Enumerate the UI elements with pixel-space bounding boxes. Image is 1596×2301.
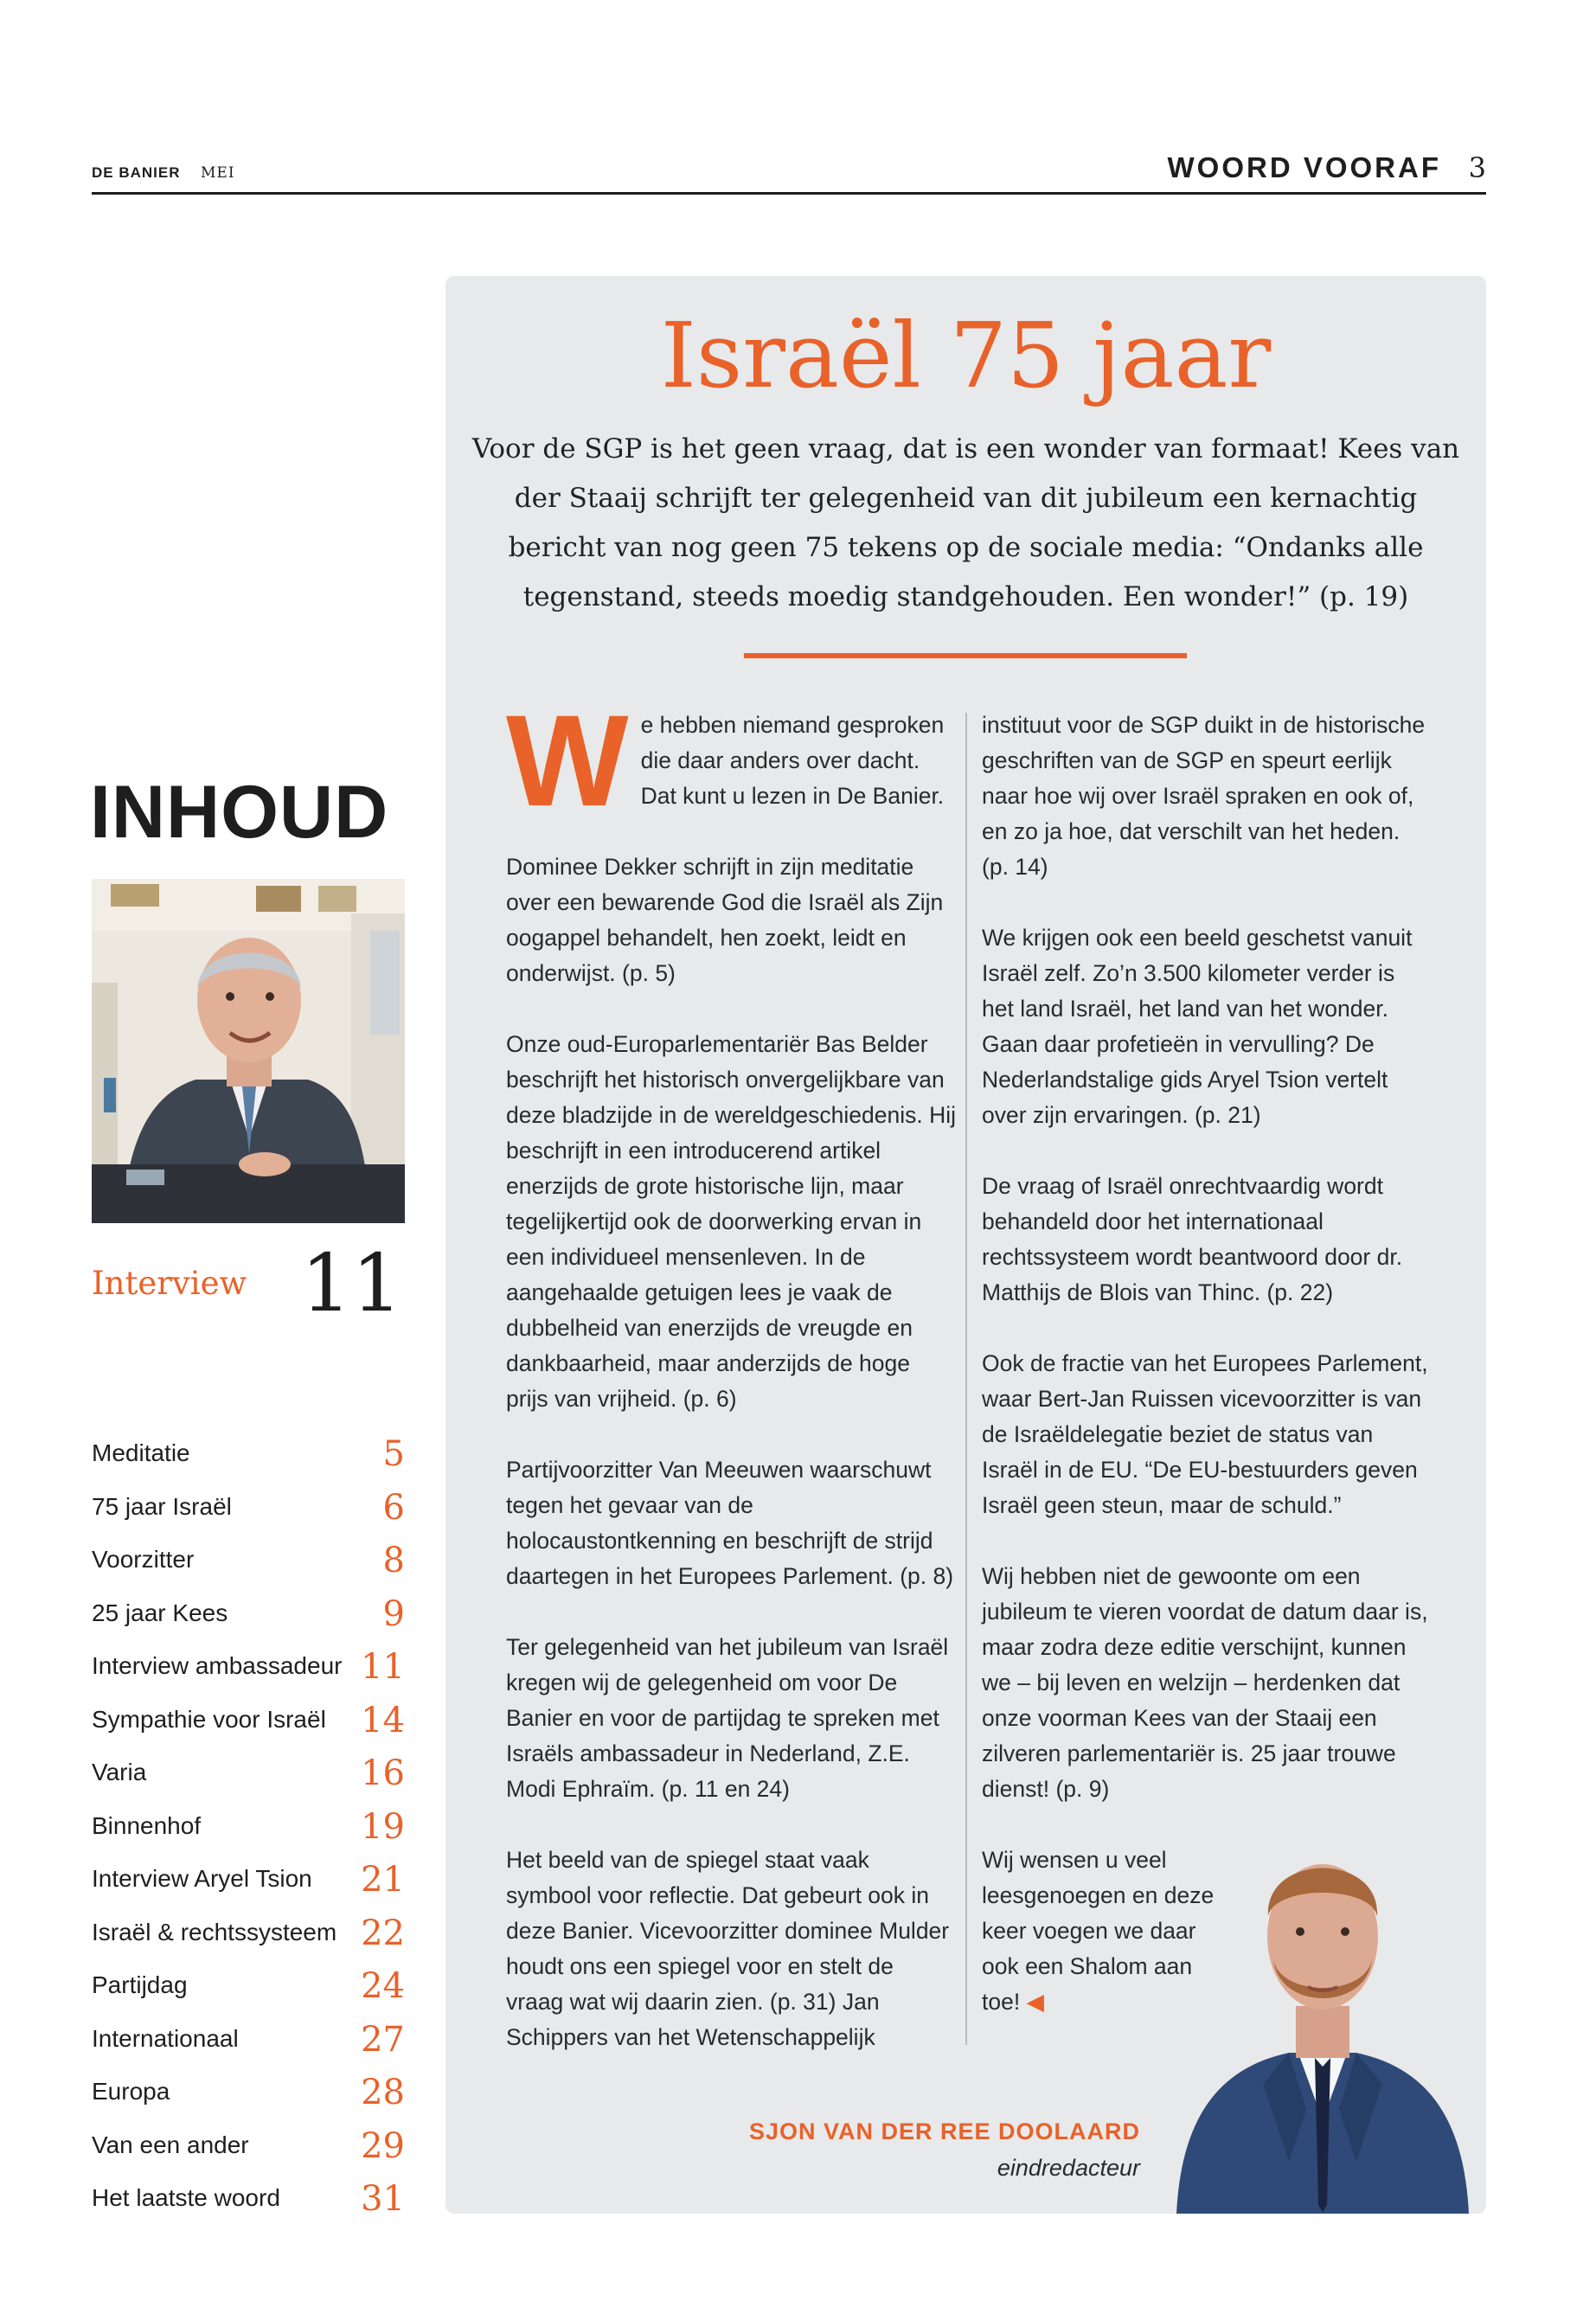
toc-item-label: Israël & rechtssysteem (92, 1918, 337, 1945)
article-column-left (506, 688, 957, 2091)
toc-item-page: 9 (382, 1593, 405, 1634)
issue-month: MEI (201, 164, 235, 182)
section-title: WOORD VOORAF (1167, 151, 1441, 183)
toc-item[interactable] (92, 1860, 405, 1913)
closing-line: keer voegen we daar (982, 1918, 1196, 1944)
magazine-name: DE BANIER (92, 164, 181, 181)
author-role: eindredacteur (997, 2155, 1140, 2181)
toc-item-page: 14 (361, 1700, 405, 1740)
toc-item[interactable] (92, 2020, 405, 2073)
toc-item-label: 25 jaar Kees (92, 1599, 228, 1626)
toc-item-label: Het laatste woord (92, 2184, 280, 2211)
toc-item-page: 27 (361, 2019, 405, 2060)
toc-item-label: Van een ander (92, 2131, 249, 2158)
paragraph: Ook de fractie van het Europees Parlement, waar Bert-Jan Ruissen vicevoorzitter is van de Israëldelegatie beziet de status van Israël in de EU. “De EU-bestuurders geven Israël geen steun, maar de schuld.” (982, 1350, 1428, 1518)
toc-item-label: Interview ambassadeur (92, 1652, 343, 1679)
column-divider (965, 713, 967, 2045)
toc-item-label: Interview Aryel Tsion (92, 1865, 312, 1892)
paragraph: Wij hebben niet de gewoonte om een jubileum te vieren voordat de datum daar is, maar zodra deze editie verschijnt, kunnen we – bij leven en welzijn – herdenken dat onze voorman Kees van der Staaij een zilveren parlementariër is. 25 jaar trouwe dienst! (p. 9) (982, 1563, 1428, 1802)
toc-item-label: Partijdag (92, 1971, 188, 1998)
featured-page-number: 11 (300, 1237, 402, 1330)
toc-item[interactable] (92, 2179, 405, 2233)
toc-item-label: Binnenhof (92, 1811, 202, 1839)
toc-item-label: 75 jaar Israël (92, 1492, 232, 1520)
paragraph: instituut voor de SGP duikt in de historische geschriften van de SGP en speurt eerlijk naar hoe wij over Israël spraken en ook of, en zo ja hoe, dat verschilt van het heden. (p. 14) (982, 712, 1426, 880)
drop-cap: W (506, 688, 629, 833)
toc-item[interactable] (92, 1807, 405, 1861)
interview-photo[interactable] (92, 879, 405, 1223)
toc-item-page: 21 (361, 1860, 405, 1900)
toc-item[interactable] (92, 1488, 405, 1541)
paragraph: We krijgen ook een beeld geschetst vanuit Israël zelf. Zo’n 3.500 kilometer verder is het land Israël, het land van het wonder. Gaan daar profetieën in vervulling? De Nederlandstalige gids Aryel Tsion vertelt over zijn ervaringen. (p. 21) (982, 925, 1413, 1128)
article-title: Israël 75 jaar (660, 303, 1272, 408)
orange-divider (744, 653, 1187, 658)
toc-item-page: 6 (382, 1487, 405, 1528)
page-number: 3 (1468, 151, 1486, 184)
toc-item-label: Internationaal (92, 2024, 239, 2052)
toc-item[interactable] (92, 1913, 405, 1967)
closing-text: toe! (982, 1989, 1021, 2015)
toc-item[interactable] (92, 1647, 405, 1701)
toc-item-page: 11 (361, 1647, 405, 1687)
paragraph: Dominee Dekker schrijft in zijn meditatie over een bewarende God die Israël als Zijn oogappel behandelt, hen zoekt, leidt en onderwijst. (p. 5) (506, 854, 944, 986)
paragraph: Onze oud-Europarlementariër Bas Belder beschrijft het historisch onvergelijkbare van deze bladzijde in de wereldgeschiedenis. Hij beschrijft in een introducerend artikel enerzijds de grote historische lijn, maar tegelijkertijd ook de doorwerking ervan in een individueel mensenleven. In de aangehaalde getuigen lees je vaak de dubbelheid van enerzijds de vreugde en dankbaarheid, maar anderzijds de hoge prijs van vrijheid. (p. 6) (506, 1031, 957, 1412)
table-of-contents (92, 1434, 405, 2233)
toc-item-label: Varia (92, 1759, 147, 1785)
editorial-panel (445, 276, 1486, 2214)
toc-item-page: 24 (361, 1966, 405, 2006)
closing-line: leesgenoegen en deze (982, 1882, 1215, 1908)
toc-item[interactable] (92, 1541, 405, 1594)
toc-item-label: Voorzitter (92, 1546, 195, 1573)
toc-item-page: 28 (361, 2073, 405, 2112)
toc-item[interactable] (92, 2126, 405, 2180)
page-header (92, 144, 1486, 195)
paragraph: Het beeld van de spiegel staat vaak symbool voor reflectie. Dat gebeurt ook in deze Banier. Vicevoorzitter dominee Mulder houdt ons een spiegel voor en stelt de vraag wat wij daarin zien. (p. 31) Jan Schippers van het Wetenschappelijk (506, 1847, 950, 2050)
toc-item[interactable] (92, 1701, 405, 1754)
paragraph: Partijvoorzitter Van Meeuwen waarschuwt tegen het gevaar van de holocaustontkenning en beschrijft de strijd daartegen in het Europees Parlement. (p. 8) (506, 1457, 954, 1589)
toc-item[interactable] (92, 2073, 405, 2126)
featured-label: Interview (92, 1265, 247, 1302)
toc-item[interactable] (92, 1434, 405, 1488)
toc-item-page: 29 (361, 2125, 405, 2166)
author-name: SJON VAN DER REE DOOLAARD (748, 2118, 1140, 2144)
toc-item-label: Sympathie voor Israël (92, 1705, 326, 1733)
toc-item[interactable] (92, 1966, 405, 2020)
toc-item-page: 5 (382, 1434, 405, 1474)
contents-title: INHOUD (90, 771, 389, 854)
author-photo[interactable] (1159, 1798, 1486, 2214)
closing-line: Wij wensen u veel (982, 1847, 1167, 1873)
toc-item-page: 16 (361, 1753, 405, 1793)
toc-item-page: 31 (361, 2179, 405, 2219)
closing-line: ook een Shalom aan (982, 1953, 1193, 1979)
end-mark-icon: ◀ (1026, 1989, 1044, 2015)
lead-text: e hebben niemand gesproken die daar anders over dacht. Dat kunt u lezen in De Banier. (640, 712, 945, 809)
toc-item-page: 19 (361, 1806, 405, 1847)
toc-item-page: 8 (382, 1541, 405, 1580)
paragraph: De vraag of Israël onrechtvaardig wordt behandeld door het internationaal rechtssysteem wordt beantwoord door dr. Matthijs de Blois van Thinc. (p. 22) (982, 1173, 1403, 1305)
toc-item-label: Europa (92, 2078, 170, 2105)
paragraph: Ter gelegenheid van het jubileum van Israël kregen wij de gelegenheid om voor De Banier en voor de partijdag te spreken met Israëls ambassadeur in Nederland, Z.E. Modi Ephraïm. (p. 11 en 24) (506, 1634, 949, 1802)
lead-paragraph (506, 688, 956, 833)
toc-item[interactable] (92, 1753, 405, 1807)
article-intro: Voor de SGP is het geen vraag, dat is een wonder van formaat! Kees van der Staaij schrijft ter gelegenheid van dit jubileum een kernachtig bericht van nog geen 75 tekens op de sociale media: “Ondanks alle tegenstand, steeds moedig standgehouden. Een wonder!” (p. 19) (471, 433, 1460, 612)
toc-item[interactable] (92, 1594, 405, 1648)
toc-item-label: Meditatie (92, 1439, 190, 1466)
toc-item-page: 22 (361, 1913, 405, 1953)
